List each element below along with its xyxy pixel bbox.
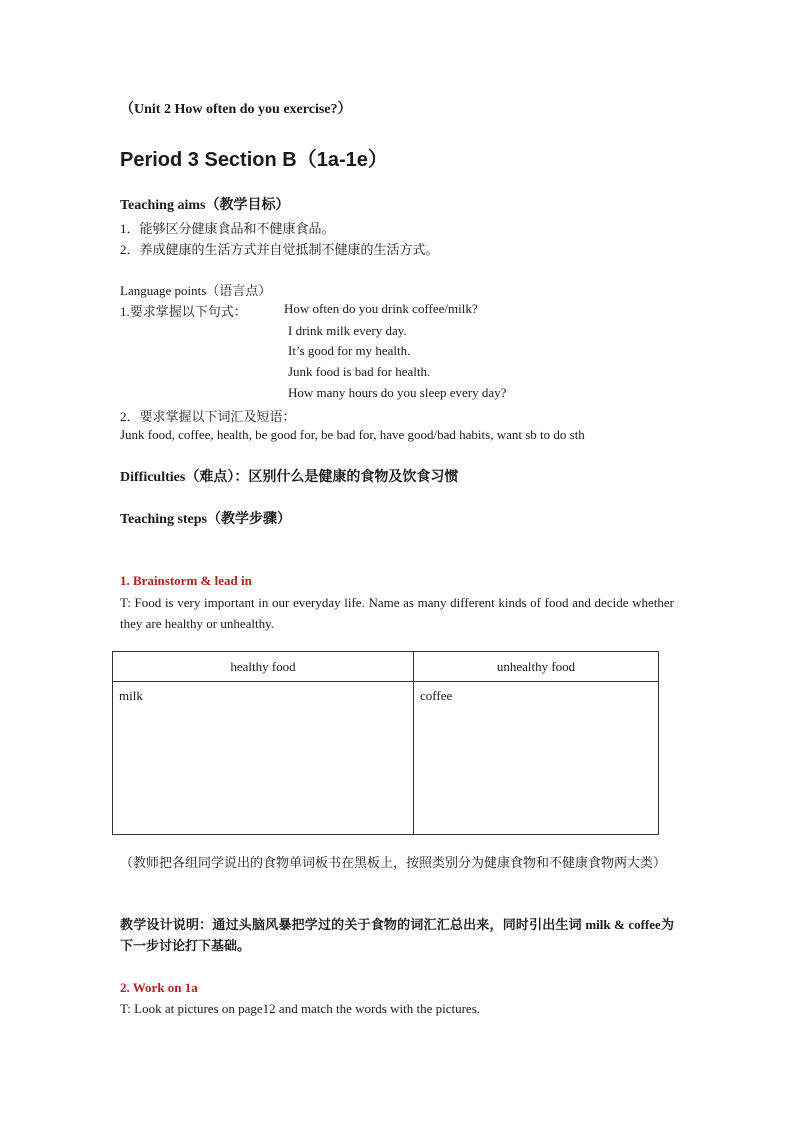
unhealthy-food-cell: coffee	[414, 682, 659, 835]
healthy-food-cell: milk	[113, 682, 414, 835]
unhealthy-food-header: unhealthy food	[414, 652, 659, 682]
sentence: Junk food is bad for health.	[288, 364, 431, 379]
sentence: How many hours do you sleep every day?	[288, 385, 507, 400]
step1-title: 1. Brainstorm & lead in	[120, 573, 252, 588]
sentence: How often do you drink coffee/milk?	[284, 301, 478, 316]
step2-instruction: T: Look at pictures on page12 and match the words with the pictures.	[120, 1001, 481, 1016]
table-row	[113, 682, 659, 835]
sentences-label: 1.要求掌握以下句式：	[120, 304, 247, 319]
healthy-food-header: healthy food	[113, 652, 414, 682]
language-points-heading: Language points（语言点）	[120, 283, 272, 298]
teaching-steps-heading: Teaching steps（教学步骤）	[120, 512, 292, 527]
aim-item: 2．养成健康的生活方式并自觉抵制不健康的生活方式。	[120, 242, 439, 257]
food-table	[112, 651, 659, 835]
design-note: 教学设计说明：通过头脑风暴把学过的关于食物的词汇汇总出来，同时引出生词 milk & coffee为下一步讨论打下基础。	[120, 917, 674, 953]
aim-item: 1．能够区分健康食品和不健康食品。	[120, 221, 335, 236]
step1-instruction: T: Food is very important in our everyday life. Name as many different kinds of food and decide whether they are healthy or unhealthy.	[120, 595, 674, 631]
difficulties-heading: Difficulties（难点）：区别什么是健康的食物及饮食习惯	[120, 470, 459, 485]
table-header-row	[113, 652, 659, 682]
period-title: Period 3 Section B（1a-1e）	[120, 149, 388, 171]
step2-title: 2. Work on 1a	[120, 980, 198, 995]
unit-title: （Unit 2 How often do you exercise?）	[120, 102, 352, 117]
vocab-list: Junk food, coffee, health, be good for, be bad for, have good/bad habits, want sb to do sth	[120, 427, 585, 442]
sentence: I drink milk every day.	[288, 323, 407, 338]
sentence: It’s good for my health.	[288, 343, 411, 358]
vocab-label: 2．要求掌握以下词汇及短语：	[120, 409, 296, 424]
teacher-note: （教师把各组同学说出的食物单词板书在黑板上，按照类别分为健康食物和不健康食物两大类）	[120, 855, 667, 870]
teaching-aims-heading: Teaching aims（教学目标）	[120, 198, 290, 213]
